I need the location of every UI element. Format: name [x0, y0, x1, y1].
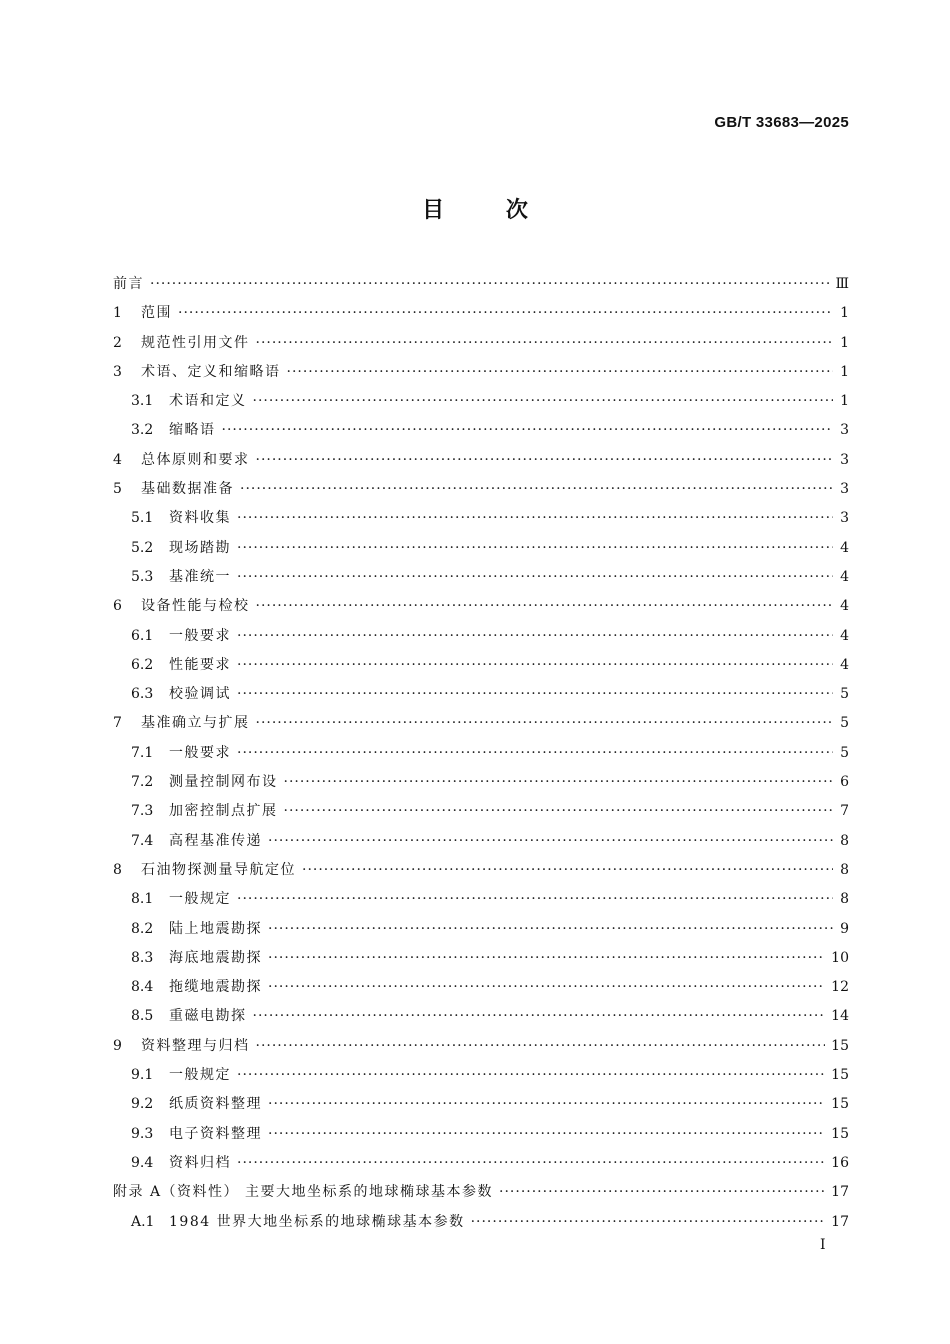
toc-entry-number: 6.1 — [131, 627, 154, 644]
toc-entry-page: 7 — [840, 803, 849, 820]
toc-entry-page: 9 — [840, 920, 849, 937]
toc-entry[interactable] — [113, 1061, 849, 1090]
toc-entry-number: 8.1 — [131, 891, 154, 908]
toc-entry-page: 5 — [840, 686, 849, 703]
toc-entry[interactable] — [113, 563, 849, 592]
dot-leader — [237, 622, 833, 651]
toc-entry-page: 4 — [840, 568, 849, 585]
toc-entry[interactable] — [113, 973, 849, 1002]
toc-entry[interactable] — [113, 1208, 849, 1237]
toc-entry-title: 电子资料整理 — [169, 1125, 262, 1142]
dot-leader — [256, 329, 834, 358]
toc-entry-number: 3.1 — [131, 393, 154, 410]
toc-entry-page: 14 — [831, 1008, 849, 1025]
toc-entry-number: 3.2 — [131, 422, 154, 439]
toc-list — [113, 270, 849, 1237]
toc-entry-page: 4 — [840, 627, 849, 644]
toc-entry-number: 7.1 — [131, 744, 154, 761]
toc-entry-title: 基础数据准备 — [141, 481, 234, 498]
dot-leader — [499, 1178, 825, 1207]
toc-entry-number: 6 — [113, 598, 122, 615]
toc-entry-title: 校验调试 — [169, 686, 231, 703]
toc-entry-page: 1 — [840, 363, 849, 380]
toc-entry-number: 8.5 — [131, 1008, 154, 1025]
toc-entry-number: 8.2 — [131, 920, 154, 937]
toc-entry-number: 5.3 — [131, 568, 154, 585]
toc-entry-title: 资料整理与归档 — [141, 1037, 250, 1054]
dot-leader — [268, 1090, 825, 1119]
dot-leader — [284, 768, 834, 797]
toc-entry[interactable] — [113, 797, 849, 826]
dot-leader — [302, 856, 833, 885]
toc-entry-page: 1 — [840, 305, 849, 322]
toc-entry[interactable] — [113, 1032, 849, 1061]
toc-entry-title: 测量控制网布设 — [169, 774, 278, 791]
toc-entry[interactable] — [113, 592, 849, 621]
toc-entry[interactable] — [113, 944, 849, 973]
toc-entry[interactable] — [113, 329, 849, 358]
toc-entry[interactable] — [113, 358, 849, 387]
toc-entry-title: 术语、定义和缩略语 — [141, 363, 281, 380]
dot-leader — [237, 563, 833, 592]
toc-entry-title: 重磁电勘探 — [169, 1008, 247, 1025]
toc-entry[interactable] — [113, 475, 849, 504]
footer-page-number: I — [820, 1237, 826, 1253]
toc-entry[interactable] — [113, 387, 849, 416]
toc-entry-number: 3 — [113, 363, 122, 380]
toc-entry-number: 7.2 — [131, 774, 154, 791]
toc-entry-title: 缩略语 — [169, 422, 216, 439]
toc-entry[interactable] — [113, 680, 849, 709]
toc-entry-page: 8 — [840, 832, 849, 849]
dot-leader — [178, 299, 833, 328]
toc-entry[interactable] — [113, 885, 849, 914]
toc-entry-number: 7.4 — [131, 832, 154, 849]
toc-entry[interactable] — [113, 446, 849, 475]
toc-entry-title: 资料归档 — [169, 1154, 231, 1171]
toc-entry-number: 8.4 — [131, 979, 154, 996]
dot-leader — [150, 270, 829, 299]
toc-entry[interactable] — [113, 1090, 849, 1119]
toc-entry[interactable] — [113, 1149, 849, 1178]
toc-entry-title: 基准确立与扩展 — [141, 715, 250, 732]
toc-entry-title: 1984 世界大地坐标系的地球椭球基本参数 — [169, 1213, 465, 1230]
dot-leader — [268, 827, 833, 856]
toc-entry-page: 5 — [840, 715, 849, 732]
toc-entry-title: 陆上地震勘探 — [169, 920, 262, 937]
toc-entry-number: 5 — [113, 481, 122, 498]
toc-entry-title: 术语和定义 — [169, 393, 247, 410]
page-title: 目 次 — [422, 198, 528, 223]
toc-entry-page: Ⅲ — [835, 276, 849, 292]
toc-entry-page: 4 — [840, 598, 849, 615]
toc-entry[interactable] — [113, 299, 849, 328]
dot-leader — [287, 358, 834, 387]
toc-entry-title: 一般要求 — [169, 744, 231, 761]
toc-entry-page: 5 — [840, 744, 849, 761]
toc-entry-title: 石油物探测量导航定位 — [141, 861, 296, 878]
toc-entry-number: 6.2 — [131, 656, 154, 673]
toc-entry-title: 拖缆地震勘探 — [169, 979, 262, 996]
toc-entry-page: 8 — [840, 861, 849, 878]
dot-leader — [256, 709, 834, 738]
dot-leader — [222, 416, 834, 445]
dot-leader — [237, 885, 833, 914]
toc-entry[interactable] — [113, 1002, 849, 1031]
toc-entry-title: 前言 — [113, 276, 144, 292]
toc-entry[interactable] — [113, 622, 849, 651]
toc-entry-page: 12 — [831, 979, 849, 996]
toc-entry-page: 10 — [831, 949, 849, 966]
toc-entry-page: 3 — [840, 481, 849, 498]
toc-entry-number: A.1 — [131, 1213, 155, 1230]
toc-entry-title: 一般要求 — [169, 627, 231, 644]
toc-entry-number: 7.3 — [131, 803, 154, 820]
toc-entry-number: 9.3 — [131, 1125, 154, 1142]
toc-entry[interactable] — [113, 768, 849, 797]
toc-entry-page: 3 — [840, 422, 849, 439]
toc-entry-page: 15 — [831, 1096, 849, 1113]
dot-leader — [471, 1208, 826, 1237]
toc-entry-number: 4 — [113, 451, 122, 468]
toc-entry-number: 1 — [113, 305, 122, 322]
standard-code: GB/T 33683—2025 — [714, 114, 849, 131]
toc-entry[interactable] — [113, 534, 849, 563]
toc-entry[interactable] — [113, 651, 849, 680]
toc-entry-number: 8 — [113, 861, 122, 878]
toc-entry-title: 附录 A（资料性） 主要大地坐标系的地球椭球基本参数 — [113, 1184, 494, 1201]
toc-entry-number: 9.4 — [131, 1154, 154, 1171]
dot-leader — [268, 1120, 825, 1149]
toc-entry-number: 9.2 — [131, 1096, 154, 1113]
toc-entry-number: 5.1 — [131, 510, 154, 527]
toc-entry-title: 现场踏勘 — [169, 539, 231, 556]
toc-entry[interactable] — [113, 856, 849, 885]
dot-leader — [256, 446, 834, 475]
toc-entry-title: 总体原则和要求 — [141, 451, 250, 468]
toc-entry-title: 资料收集 — [169, 510, 231, 527]
toc-entry[interactable] — [113, 739, 849, 768]
toc-entry[interactable] — [113, 1120, 849, 1149]
toc-entry-title: 设备性能与检校 — [141, 598, 250, 615]
toc-entry-page: 3 — [840, 510, 849, 527]
dot-leader — [253, 1002, 826, 1031]
toc-entry-page: 15 — [831, 1037, 849, 1054]
dot-leader — [237, 651, 833, 680]
toc-entry-page: 4 — [840, 539, 849, 556]
toc-entry-title: 范围 — [141, 305, 172, 322]
toc-entry-title: 基准统一 — [169, 568, 231, 585]
toc-entry-page: 17 — [831, 1213, 849, 1230]
toc-entry[interactable] — [113, 270, 849, 299]
dot-leader — [237, 680, 833, 709]
toc-entry-page: 17 — [831, 1184, 849, 1201]
toc-entry-title: 海底地震勘探 — [169, 949, 262, 966]
toc-entry-page: 4 — [840, 656, 849, 673]
toc-entry-page: 16 — [831, 1154, 849, 1171]
toc-entry-number: 9.1 — [131, 1067, 154, 1084]
dot-leader — [237, 534, 833, 563]
dot-leader — [268, 915, 833, 944]
dot-leader — [268, 944, 825, 973]
toc-entry-number: 6.3 — [131, 686, 154, 703]
toc-entry-title: 性能要求 — [169, 656, 231, 673]
toc-entry-number: 8.3 — [131, 949, 154, 966]
dot-leader — [237, 1061, 825, 1090]
toc-entry-title: 一般规定 — [169, 891, 231, 908]
dot-leader — [253, 387, 834, 416]
toc-entry-page: 15 — [831, 1125, 849, 1142]
toc-entry[interactable] — [113, 827, 849, 856]
toc-entry[interactable] — [113, 709, 849, 738]
toc-entry-title: 纸质资料整理 — [169, 1096, 262, 1113]
toc-entry-title: 加密控制点扩展 — [169, 803, 278, 820]
dot-leader — [284, 797, 834, 826]
toc-entry-number: 7 — [113, 715, 122, 732]
toc-entry[interactable] — [113, 915, 849, 944]
toc-entry-number: 5.2 — [131, 539, 154, 556]
toc-entry-page: 15 — [831, 1067, 849, 1084]
toc-entry[interactable] — [113, 504, 849, 533]
toc-entry[interactable] — [113, 416, 849, 445]
dot-leader — [256, 592, 834, 621]
toc-entry-page: 6 — [840, 774, 849, 791]
toc-entry-number: 2 — [113, 334, 122, 351]
toc-entry-page: 1 — [840, 393, 849, 410]
dot-leader — [237, 1149, 825, 1178]
toc-entry-page: 1 — [840, 334, 849, 351]
dot-leader — [237, 504, 833, 533]
toc-entry-page: 8 — [840, 891, 849, 908]
toc-entry-page: 3 — [840, 451, 849, 468]
toc-entry[interactable] — [113, 1178, 849, 1207]
dot-leader — [256, 1032, 826, 1061]
dot-leader — [237, 739, 833, 768]
toc-entry-title: 一般规定 — [169, 1067, 231, 1084]
toc-entry-number: 9 — [113, 1037, 122, 1054]
dot-leader — [268, 973, 825, 1002]
dot-leader — [240, 475, 833, 504]
toc-entry-title: 规范性引用文件 — [141, 334, 250, 351]
toc-entry-title: 高程基准传递 — [169, 832, 262, 849]
